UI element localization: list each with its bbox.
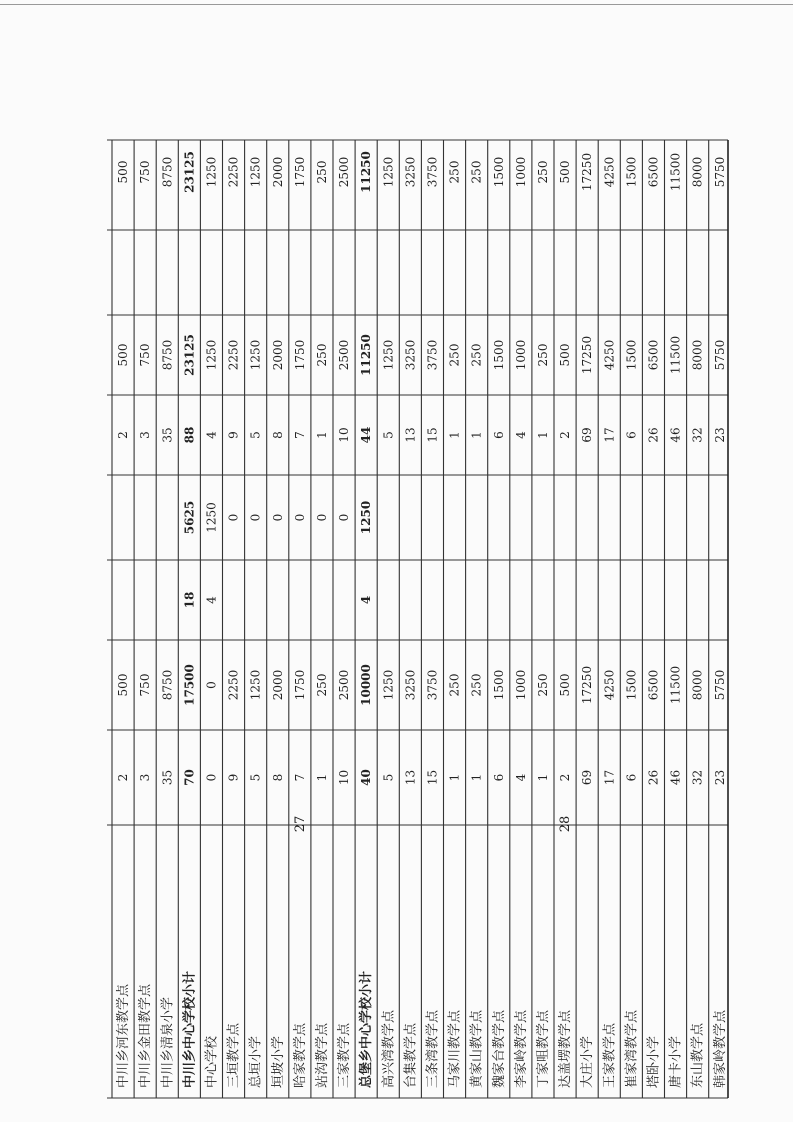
table-cell: 1250 bbox=[381, 339, 396, 371]
table-cell: 250 bbox=[469, 673, 484, 697]
table-cell: 4250 bbox=[602, 669, 617, 701]
table-cell: 46 bbox=[668, 427, 683, 443]
table-cell: 500 bbox=[558, 343, 573, 367]
table-cell: 5750 bbox=[712, 669, 727, 701]
table-cell: 2250 bbox=[226, 156, 241, 188]
table-cell: 13 bbox=[403, 427, 418, 443]
school-name-cell: 总垣小学 bbox=[248, 1035, 264, 1088]
table-cell: 10000 bbox=[359, 664, 374, 706]
school-name-cell: 马家川教学点 bbox=[447, 1009, 463, 1088]
table-cell: 8750 bbox=[160, 669, 175, 701]
table-cell: 18 bbox=[182, 591, 197, 609]
school-name-cell: 东山教学点 bbox=[690, 1022, 706, 1088]
table-cell: 2 bbox=[558, 431, 573, 439]
table-cell: 1 bbox=[447, 773, 462, 782]
table-cell: 8750 bbox=[160, 156, 175, 188]
table-cell: 35 bbox=[160, 769, 175, 786]
table-cell: 9 bbox=[226, 773, 241, 782]
table-cell: 11250 bbox=[359, 334, 374, 376]
table-cell: 26 bbox=[646, 769, 661, 786]
table-cell: 17250 bbox=[580, 335, 595, 375]
table-cell: 1250 bbox=[204, 502, 219, 533]
table-cell: 2 bbox=[116, 773, 131, 782]
table-cell: 11500 bbox=[668, 335, 683, 375]
school-name-cell: 高兴湾教学点 bbox=[381, 1009, 397, 1088]
table-cell: 0 bbox=[292, 513, 307, 522]
school-name-cell: 中川乡金田教学点 bbox=[138, 983, 154, 1088]
table-cell: 1500 bbox=[491, 156, 506, 188]
table-cell: 23 bbox=[712, 427, 727, 443]
table-cell: 2500 bbox=[337, 339, 352, 371]
table-cell: 4 bbox=[204, 596, 219, 604]
table-cell: 3250 bbox=[403, 669, 418, 701]
table-cell: 7 bbox=[292, 773, 307, 782]
table-cell: 500 bbox=[558, 160, 573, 184]
table-cell: 1 bbox=[535, 431, 550, 439]
table-cell: 8750 bbox=[160, 339, 175, 371]
table-cell: 69 bbox=[580, 427, 595, 443]
table-cell: 23 bbox=[712, 769, 727, 786]
table-cell: 3250 bbox=[403, 339, 418, 371]
table-cell: 17250 bbox=[580, 665, 595, 705]
table-cell: 32 bbox=[690, 427, 705, 443]
table-cell: 17500 bbox=[182, 664, 197, 706]
table-cell: 250 bbox=[469, 343, 484, 367]
table-cell: 1500 bbox=[491, 339, 506, 371]
table-cell: 2000 bbox=[270, 339, 285, 371]
table-cell: 32 bbox=[690, 769, 705, 786]
school-name-cell: 魏家台教学点 bbox=[491, 1009, 507, 1088]
school-name-cell: 站沟教学点 bbox=[314, 1022, 330, 1088]
school-name-cell: 垣坡小学 bbox=[270, 1035, 286, 1088]
table-cell: 250 bbox=[447, 343, 462, 367]
table-cell: 250 bbox=[314, 343, 329, 367]
table-cell: 5 bbox=[381, 431, 396, 439]
table-cell: 0 bbox=[204, 681, 219, 689]
table-cell: 1250 bbox=[381, 669, 396, 701]
table-cell: 8 bbox=[270, 431, 285, 439]
school-name-cell: 中川乡中心学校小计 bbox=[182, 970, 198, 1088]
school-name-cell: 王家教学点 bbox=[602, 1022, 618, 1088]
school-name-cell: 中川乡河东教学点 bbox=[116, 983, 132, 1088]
table-cell: 1 bbox=[447, 431, 462, 439]
table-cell: 1 bbox=[314, 431, 329, 439]
table-cell: 1500 bbox=[624, 339, 639, 371]
table-cell: 500 bbox=[116, 343, 131, 367]
table-cell: 6500 bbox=[646, 156, 661, 188]
table-cell: 6 bbox=[624, 773, 639, 782]
school-name-cell: 丁家咀教学点 bbox=[535, 1009, 551, 1088]
table-cell: 70 bbox=[182, 769, 197, 786]
table-cell: 88 bbox=[182, 426, 197, 444]
school-name-cell: 三垣教学点 bbox=[226, 1022, 242, 1088]
table-cell: 5625 bbox=[182, 500, 197, 535]
school-name-cell: 韩家岭教学点 bbox=[712, 1009, 728, 1088]
table-cell: 9 bbox=[226, 431, 241, 439]
table-cell: 0 bbox=[314, 513, 329, 522]
school-name-cell: 台集教学点 bbox=[403, 1022, 419, 1088]
table-cell: 3 bbox=[138, 773, 153, 782]
table-cell: 2 bbox=[116, 431, 131, 439]
table-cell: 3750 bbox=[425, 339, 440, 371]
school-name-cell: 三家教学点 bbox=[337, 1022, 353, 1088]
table-cell: 2000 bbox=[270, 669, 285, 701]
school-name-cell: 唐卡小学 bbox=[668, 1035, 684, 1088]
table-cell: 10 bbox=[337, 427, 352, 443]
table-cell: 1750 bbox=[292, 156, 307, 188]
school-name-cell: 总堡乡中心学校小计 bbox=[359, 970, 375, 1088]
table-cell: 17250 bbox=[580, 152, 595, 192]
school-name-cell: 塔卧小学 bbox=[646, 1035, 662, 1088]
table-cell: 1750 bbox=[292, 669, 307, 701]
table-cell: 1500 bbox=[624, 156, 639, 188]
table-cell: 0 bbox=[337, 513, 352, 522]
table-cell: 250 bbox=[314, 160, 329, 184]
table-cell: 2250 bbox=[226, 669, 241, 701]
table-cell: 0 bbox=[226, 513, 241, 522]
table-cell: 5 bbox=[381, 773, 396, 782]
school-name-cell: 崔家湾教学点 bbox=[624, 1009, 640, 1088]
table-cell: 3750 bbox=[425, 156, 440, 188]
table-cell: 1500 bbox=[624, 669, 639, 701]
table-cell: 13 bbox=[403, 769, 418, 786]
table-cell: 8 bbox=[270, 773, 285, 782]
table-cell: 4 bbox=[513, 773, 528, 782]
school-name-cell: 三条湾教学点 bbox=[425, 1009, 441, 1088]
table-cell: 1 bbox=[314, 773, 329, 782]
table-cell: 750 bbox=[138, 673, 153, 697]
table-cell: 4 bbox=[359, 595, 374, 605]
table-cell: 46 bbox=[668, 769, 683, 786]
table-cell: 4250 bbox=[602, 339, 617, 371]
table-cell: 4 bbox=[513, 431, 528, 439]
school-name-cell: 达盖塄教学点 bbox=[558, 1009, 574, 1088]
table-cell: 23125 bbox=[182, 151, 197, 193]
table-cell: 250 bbox=[535, 673, 550, 697]
table-cell: 6 bbox=[491, 431, 506, 439]
school-name-cell: 黄家山教学点 bbox=[469, 1009, 485, 1088]
table-cell: 500 bbox=[116, 673, 131, 697]
table-cell: 10 bbox=[337, 769, 352, 786]
table-cell: 1250 bbox=[381, 156, 396, 188]
table-cell: 2500 bbox=[337, 669, 352, 701]
table-cell: 15 bbox=[425, 769, 440, 786]
table-cell: 1250 bbox=[204, 339, 219, 371]
table-cell: 5 bbox=[248, 773, 263, 782]
table-cell: 15 bbox=[425, 427, 440, 443]
table-cell: 1750 bbox=[292, 339, 307, 371]
table-cell: 1000 bbox=[513, 339, 528, 371]
table-cell: 1 bbox=[469, 773, 484, 782]
table-cell: 8000 bbox=[690, 669, 705, 701]
school-name-cell: 哈家教学点 bbox=[292, 1022, 308, 1088]
school-name-cell: 中川乡清泉小学 bbox=[160, 996, 176, 1088]
table-cell: 2000 bbox=[270, 156, 285, 188]
table-cell: 1 bbox=[469, 431, 484, 439]
table-cell: 11250 bbox=[359, 151, 374, 193]
table-cell: 1250 bbox=[248, 669, 263, 701]
table-cell: 250 bbox=[314, 673, 329, 697]
table-cell: 3250 bbox=[403, 156, 418, 188]
table-cell: 1250 bbox=[204, 156, 219, 188]
table-cell: 8000 bbox=[690, 156, 705, 188]
table-cell: 250 bbox=[535, 343, 550, 367]
table-cell: 1250 bbox=[248, 339, 263, 371]
table-cell: 40 bbox=[359, 769, 374, 786]
table-cell: 250 bbox=[469, 160, 484, 184]
table-cell: 5750 bbox=[712, 339, 727, 371]
table-cell: 2500 bbox=[337, 156, 352, 188]
table-cell: 750 bbox=[138, 343, 153, 367]
table-cell: 3750 bbox=[425, 669, 440, 701]
table-cell: 750 bbox=[138, 160, 153, 184]
school-name-cell: 中心学校 bbox=[204, 1035, 220, 1088]
table-cell: 0 bbox=[204, 773, 219, 782]
table-cell: 6500 bbox=[646, 669, 661, 701]
table-cell: 6 bbox=[491, 773, 506, 782]
table-cell: 23125 bbox=[182, 334, 197, 376]
table-cell: 2 bbox=[558, 773, 573, 782]
table-cell: 6 bbox=[624, 431, 639, 439]
table-cell: 500 bbox=[558, 673, 573, 697]
school-name-cell: 大庄小学 bbox=[580, 1035, 596, 1088]
table-cell: 1000 bbox=[513, 156, 528, 188]
table-cell: 17 bbox=[602, 427, 617, 443]
table-grid bbox=[107, 140, 728, 1098]
table-cell: 8000 bbox=[690, 339, 705, 371]
table-cell: 250 bbox=[535, 160, 550, 184]
table-cell: 11500 bbox=[668, 152, 683, 192]
group-number-label: 28 bbox=[558, 815, 574, 833]
table-cell: 250 bbox=[447, 673, 462, 697]
table-cell: 1250 bbox=[359, 500, 374, 535]
table-cell: 44 bbox=[359, 426, 374, 444]
table-cell: 500 bbox=[116, 160, 131, 184]
table-cell: 1 bbox=[535, 773, 550, 782]
table-cell: 26 bbox=[646, 427, 661, 443]
table-cell: 7 bbox=[292, 431, 307, 439]
table-cell: 3 bbox=[138, 431, 153, 439]
table-cell: 4250 bbox=[602, 156, 617, 188]
table-cell: 11500 bbox=[668, 665, 683, 705]
table-cell: 1500 bbox=[491, 669, 506, 701]
table-cell: 250 bbox=[447, 160, 462, 184]
table-cell: 17 bbox=[602, 769, 617, 786]
table-cell: 1250 bbox=[248, 156, 263, 188]
table-cell: 69 bbox=[580, 769, 595, 786]
table-cell: 6500 bbox=[646, 339, 661, 371]
table-cell: 2250 bbox=[226, 339, 241, 371]
table-cell: 0 bbox=[270, 513, 285, 522]
school-name-cell: 李家岭教学点 bbox=[513, 1009, 529, 1088]
table-cell: 5750 bbox=[712, 156, 727, 188]
table-cell: 5 bbox=[248, 431, 263, 439]
table-cell: 35 bbox=[160, 427, 175, 443]
table-cell: 1000 bbox=[513, 669, 528, 701]
table-cell: 4 bbox=[204, 431, 219, 439]
table-cell: 0 bbox=[248, 513, 263, 522]
group-number-label: 27 bbox=[292, 815, 308, 833]
